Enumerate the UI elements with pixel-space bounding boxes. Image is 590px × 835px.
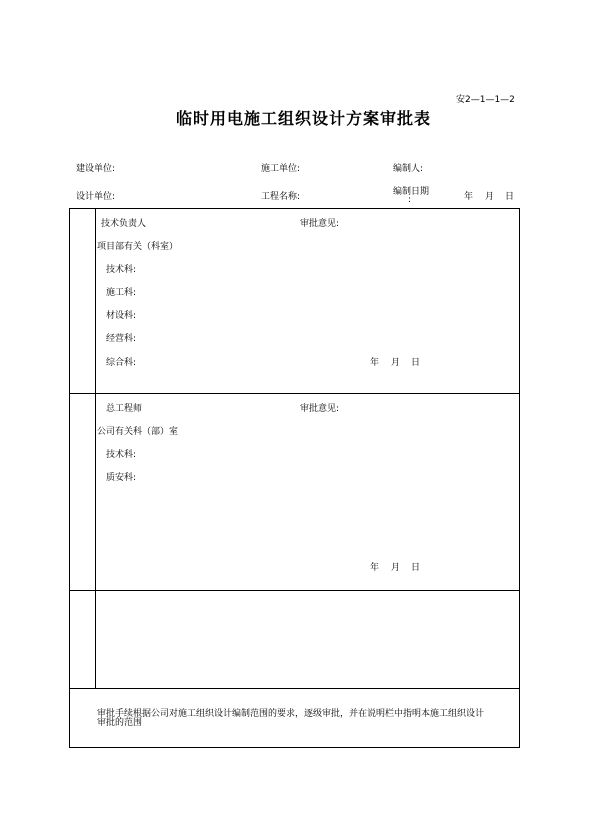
design-unit-label: 设计单位: xyxy=(76,192,116,202)
row-divider-1 xyxy=(69,393,520,394)
section1-opinion-label: 审批意见: xyxy=(300,219,340,229)
header-year: 年 xyxy=(464,192,474,202)
row-divider-3 xyxy=(69,688,520,689)
header-month: 月 xyxy=(485,192,495,202)
section1-item: 施工科: xyxy=(106,288,137,298)
section1-item: 综合科: xyxy=(106,358,137,368)
table-border-right xyxy=(519,208,520,748)
table-border-top xyxy=(69,208,520,209)
section1-item: 材设科: xyxy=(106,311,137,321)
builder-unit-label: 施工单位: xyxy=(261,164,301,174)
note-line-2: 审批的范围 xyxy=(97,718,143,728)
table-border-left xyxy=(69,208,70,748)
project-dept-label: 项目部有关（科室） xyxy=(97,242,179,252)
section1-item: 技术科: xyxy=(106,265,137,275)
compile-date-colon: : xyxy=(408,195,412,205)
section2-month: 月 xyxy=(391,563,401,573)
section1-item: 经营科: xyxy=(106,334,137,344)
column-divider xyxy=(95,208,96,689)
section1-month: 月 xyxy=(391,358,401,368)
chief-engineer-label: 总工程师 xyxy=(106,404,143,414)
section1-year: 年 xyxy=(370,358,380,368)
section2-item: 技术科: xyxy=(106,450,137,460)
row-divider-2 xyxy=(69,590,520,591)
table-border-bottom xyxy=(69,747,520,748)
section2-day: 日 xyxy=(411,563,421,573)
section1-day: 日 xyxy=(411,358,421,368)
note-line-1: 审批手续根据公司对施工组织设计编制范围的要求，逐级审批，并在说明栏中指明本施工组织设计 xyxy=(97,709,485,719)
page-title: 临时用电施工组织设计方案审批表 xyxy=(176,109,432,128)
header-day: 日 xyxy=(505,192,515,202)
section2-opinion-label: 审批意见: xyxy=(300,404,340,414)
compiler-label: 编制人: xyxy=(393,164,424,174)
project-name-label: 工程名称: xyxy=(261,192,301,202)
form-code: 安2—1—1—2 xyxy=(456,95,515,105)
construction-unit-label: 建设单位: xyxy=(76,164,116,174)
compile-date-label: 编制日期 xyxy=(393,187,430,197)
section2-item: 质安科: xyxy=(106,473,137,483)
tech-lead-label: 技术负责人 xyxy=(101,219,147,229)
company-dept-label: 公司有关科（部）室 xyxy=(97,427,179,437)
section2-year: 年 xyxy=(370,563,380,573)
